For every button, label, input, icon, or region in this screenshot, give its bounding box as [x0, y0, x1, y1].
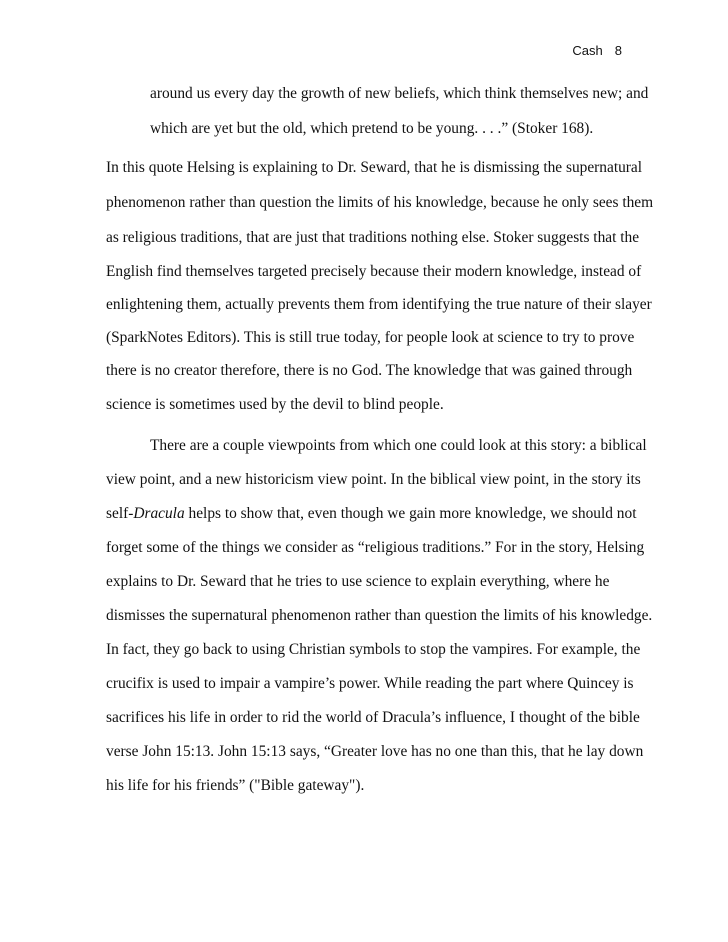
paragraph-line: In this quote Helsing is explaining to Dr. Seward, that he is dismissing the supernatural [106, 159, 643, 176]
paragraph-line: dismisses the supernatural phenomenon rather than question the limits of his knowledge. [106, 607, 653, 624]
paragraph-line: forget some of the things we consider as “religious traditions.” For in the story, Helsing [106, 539, 645, 556]
block-quote-line: which are yet but the old, which pretend to be young. . . .” (Stoker 168). [150, 120, 594, 137]
paragraph-line [106, 505, 636, 523]
block-quote-line: around us every day the growth of new beliefs, which think themselves new; and [150, 85, 649, 102]
header-page-number: 8 [614, 43, 622, 58]
book-title: Dracula [133, 505, 185, 522]
paragraph-line: sacrifices his life in order to rid the world of Dracula’s influence, I thought of the bible [106, 709, 640, 726]
paragraph-line: explains to Dr. Seward that he tries to use science to explain everything, where he [106, 573, 610, 590]
paragraph-line: There are a couple viewpoints from which one could look at this story: a biblical [150, 437, 647, 454]
line-prefix: self- [106, 505, 134, 522]
paragraph-line: English find themselves targeted precisely because their modern knowledge, instead of [106, 263, 642, 280]
paragraph-line: as religious traditions, that are just that traditions nothing else. Stoker suggests that the [106, 229, 640, 246]
paragraph-line: science is sometimes used by the devil to blind people. [106, 396, 444, 413]
paragraph-line: there is no creator therefore, there is no God. The knowledge that was gained through [106, 362, 633, 379]
paragraph-line: his life for his friends” ("Bible gateway"). [106, 777, 365, 794]
paragraph-line: In fact, they go back to using Christian symbols to stop the vampires. For example, the [106, 641, 641, 658]
page-header [572, 43, 622, 58]
line-suffix: helps to show that, even though we gain more knowledge, we should not [184, 505, 637, 522]
paragraph-line: verse John 15:13. John 15:13 says, “Greater love has no one than this, that he lay down [106, 743, 644, 760]
header-author: Cash [572, 43, 603, 58]
paragraph-line: phenomenon rather than question the limits of his knowledge, because he only sees them [106, 194, 654, 211]
paragraph-line: (SparkNotes Editors). This is still true today, for people look at science to try to prove [106, 329, 635, 346]
paragraph-line: view point, and a new historicism view point. In the biblical view point, in the story its [106, 471, 641, 488]
paragraph-line: crucifix is used to impair a vampire’s power. While reading the part where Quincey is [106, 675, 634, 692]
paragraph-line: enlightening them, actually prevents them from identifying the true nature of their slayer [106, 296, 652, 313]
